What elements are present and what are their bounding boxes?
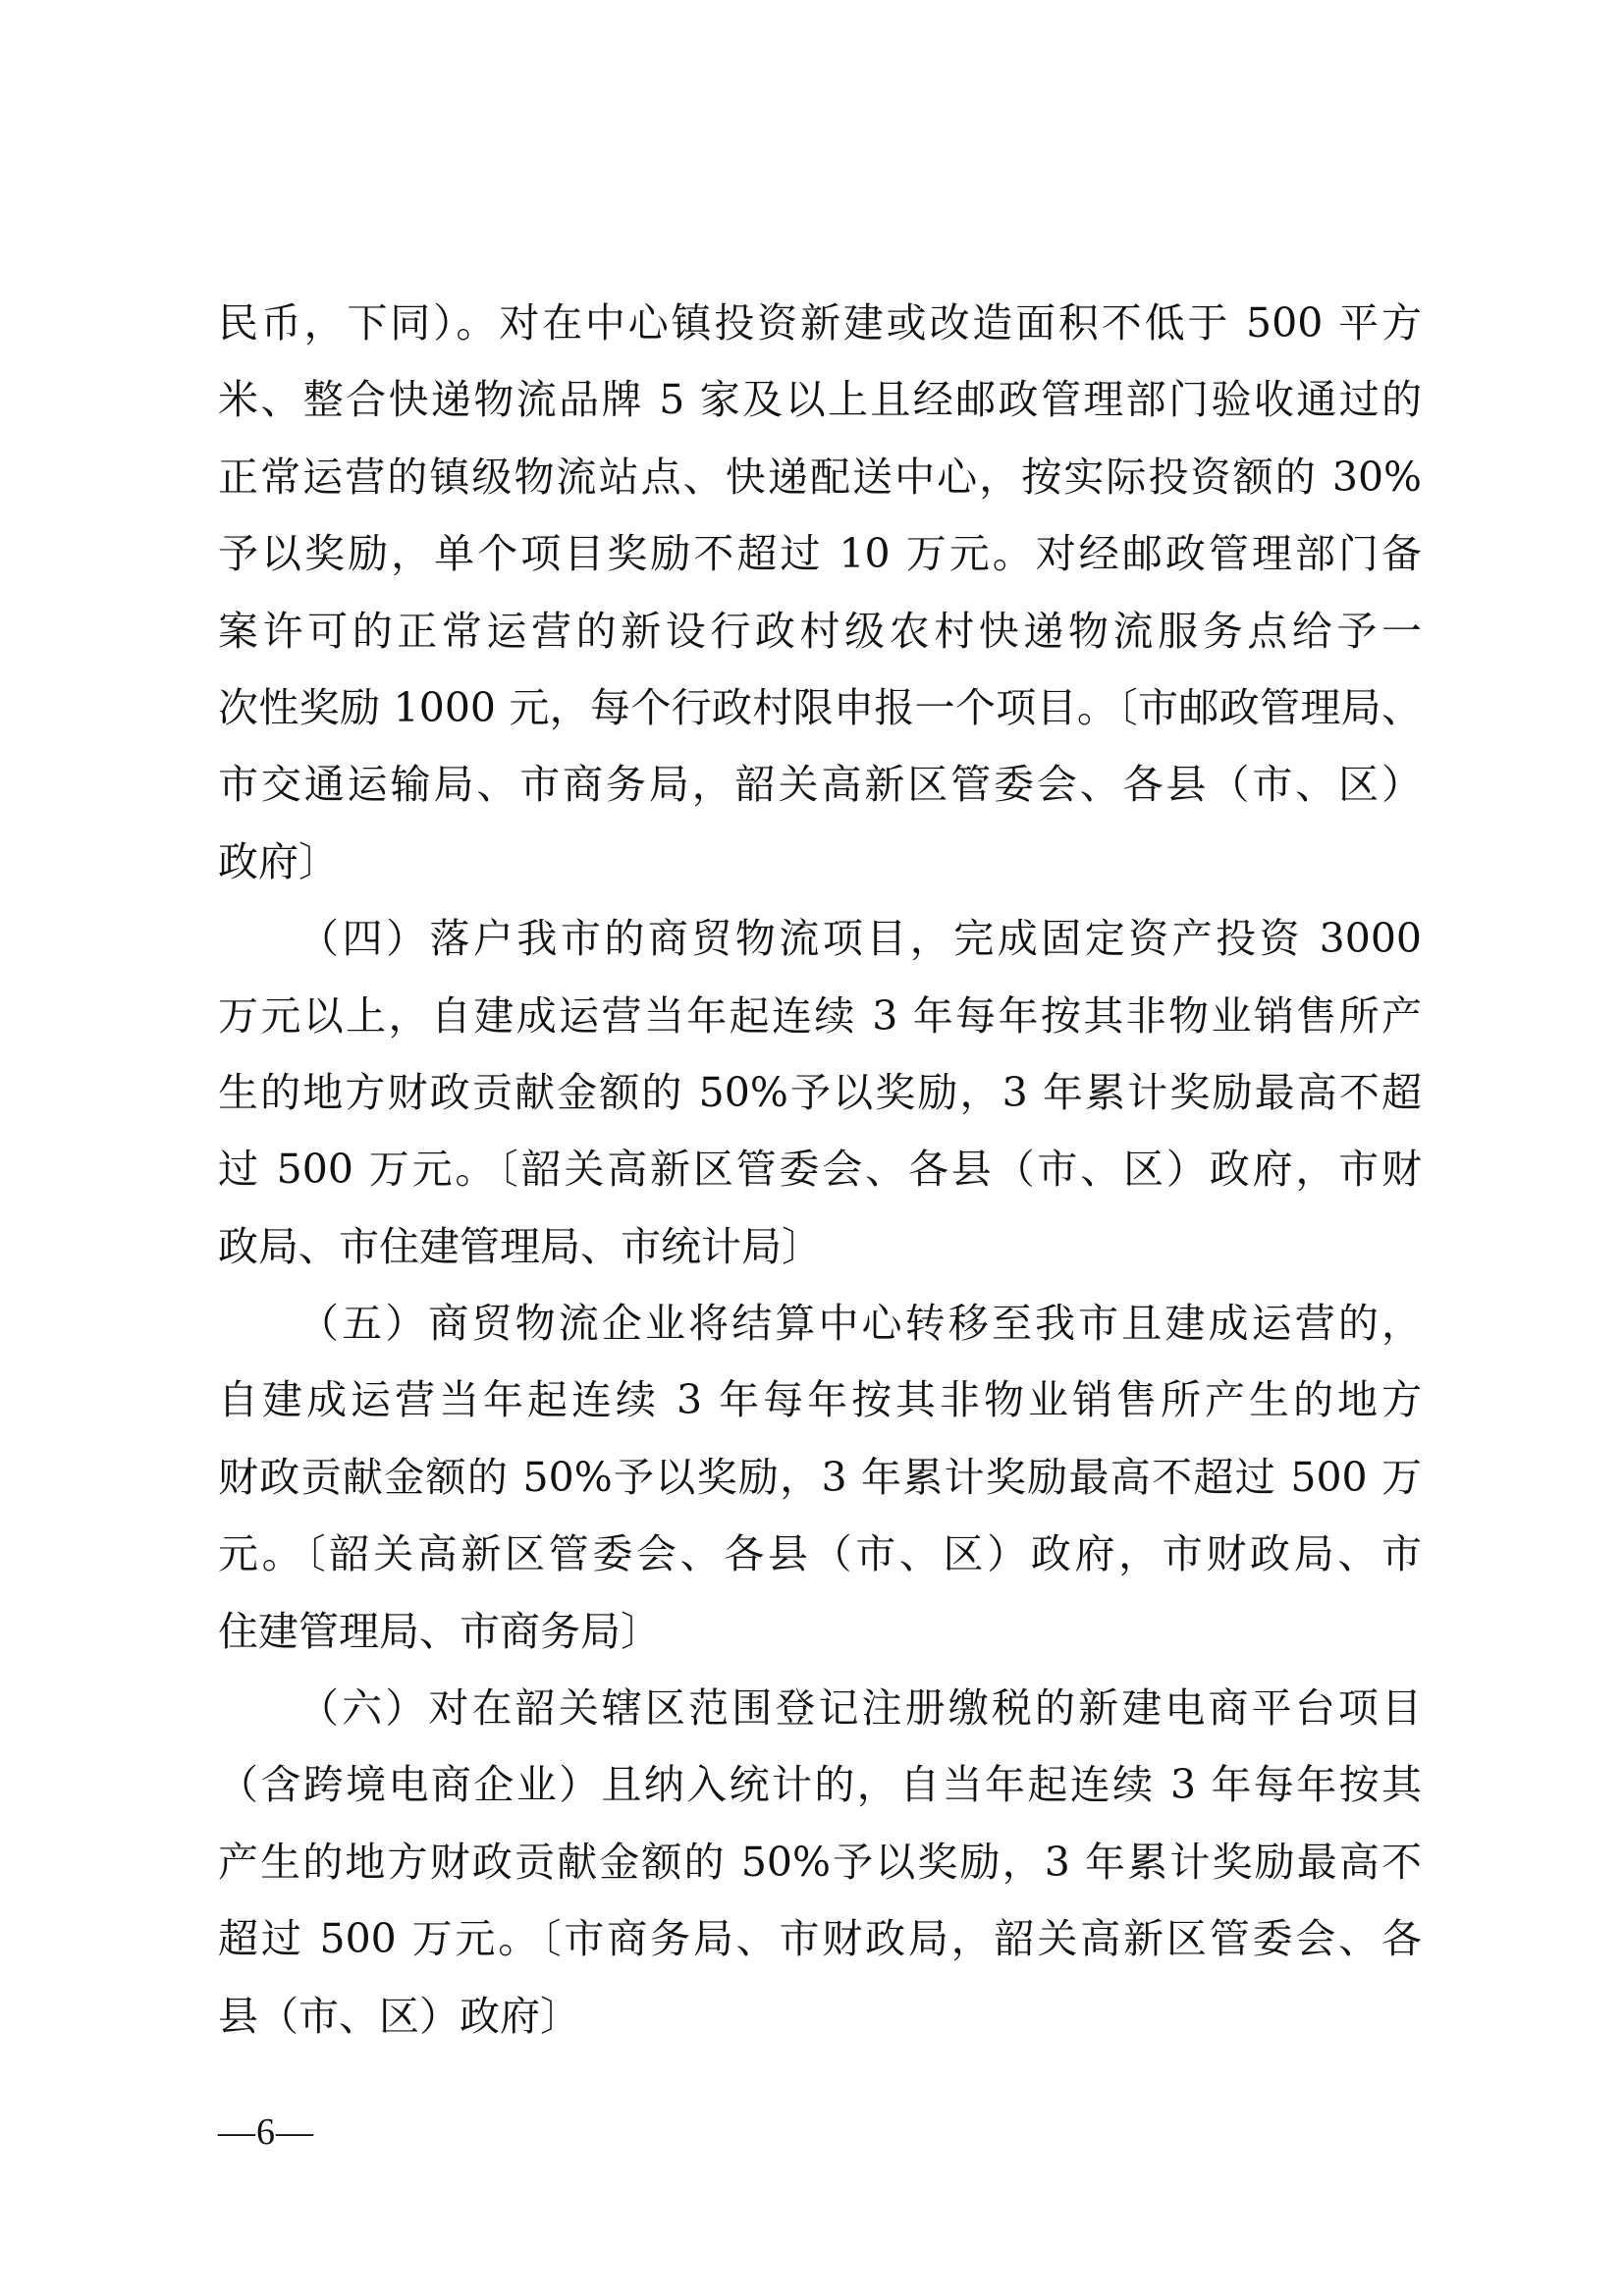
text-line: 案许可的正常运营的新设行政村级农村快递物流服务点给予一 xyxy=(218,607,1422,655)
text-line: 产生的地方财政贡献金额的 50%予以奖励，3 年累计奖励最高不 xyxy=(218,1838,1422,1886)
text-line: 米、整合快递物流品牌 5 家及以上且经邮政管理部门验收通过的 xyxy=(218,376,1422,424)
text-line: 政局、市住建管理局、市统计局〕 xyxy=(218,1222,822,1270)
text-line: 元。〔韶关高新区管委会、各县（市、区）政府，市财政局、市 xyxy=(218,1530,1422,1578)
text-line: 市交通运输局、市商务局，韶关高新区管委会、各县（市、区） xyxy=(218,761,1422,809)
text-line: （含跨境电商企业）且纳入统计的，自当年起连续 3 年每年按其 xyxy=(218,1761,1422,1809)
text-line: 正常运营的镇级物流站点、快递配送中心，按实际投资额的 30% xyxy=(218,453,1422,501)
text-line: 县（市、区）政府〕 xyxy=(218,1992,580,2040)
paragraph-five-start: （五）商贸物流企业将结算中心转移至我市且建成运营的， xyxy=(298,1300,1422,1348)
paragraph-six-start: （六）对在韶关辖区范围登记注册缴税的新建电商平台项目 xyxy=(298,1684,1422,1733)
text-line: 次性奖励 1000 元，每个行政村限申报一个项目。〔市邮政管理局、 xyxy=(218,683,1422,731)
text-line: 万元以上，自建成运营当年起连续 3 年每年按其非物业销售所产 xyxy=(218,991,1422,1040)
text-line: 超过 500 万元。〔市商务局、市财政局，韶关高新区管委会、各 xyxy=(218,1915,1422,1963)
text-line: 生的地方财政贡献金额的 50%予以奖励，3 年累计奖励最高不超 xyxy=(218,1068,1422,1116)
text-line: 过 500 万元。〔韶关高新区管委会、各县（市、区）政府，市财 xyxy=(218,1146,1422,1194)
text-line: 民币，下同）。对在中心镇投资新建或改造面积不低于 500 平方 xyxy=(218,299,1422,347)
paragraph-four-start: （四）落户我市的商贸物流项目，完成固定资产投资 3000 xyxy=(298,915,1422,963)
text-line: 住建管理局、市商务局〕 xyxy=(218,1607,661,1655)
text-line: 予以奖励，单个项目奖励不超过 10 万元。对经邮政管理部门备 xyxy=(218,530,1422,578)
text-line: 自建成运营当年起连续 3 年每年按其非物业销售所产生的地方 xyxy=(218,1376,1422,1424)
body-text xyxy=(218,285,1422,2055)
text-line: 财政贡献金额的 50%予以奖励，3 年累计奖励最高不超过 500 万 xyxy=(218,1453,1422,1501)
page-number: —6— xyxy=(218,2111,314,2153)
text-line: 政府〕 xyxy=(218,837,339,885)
